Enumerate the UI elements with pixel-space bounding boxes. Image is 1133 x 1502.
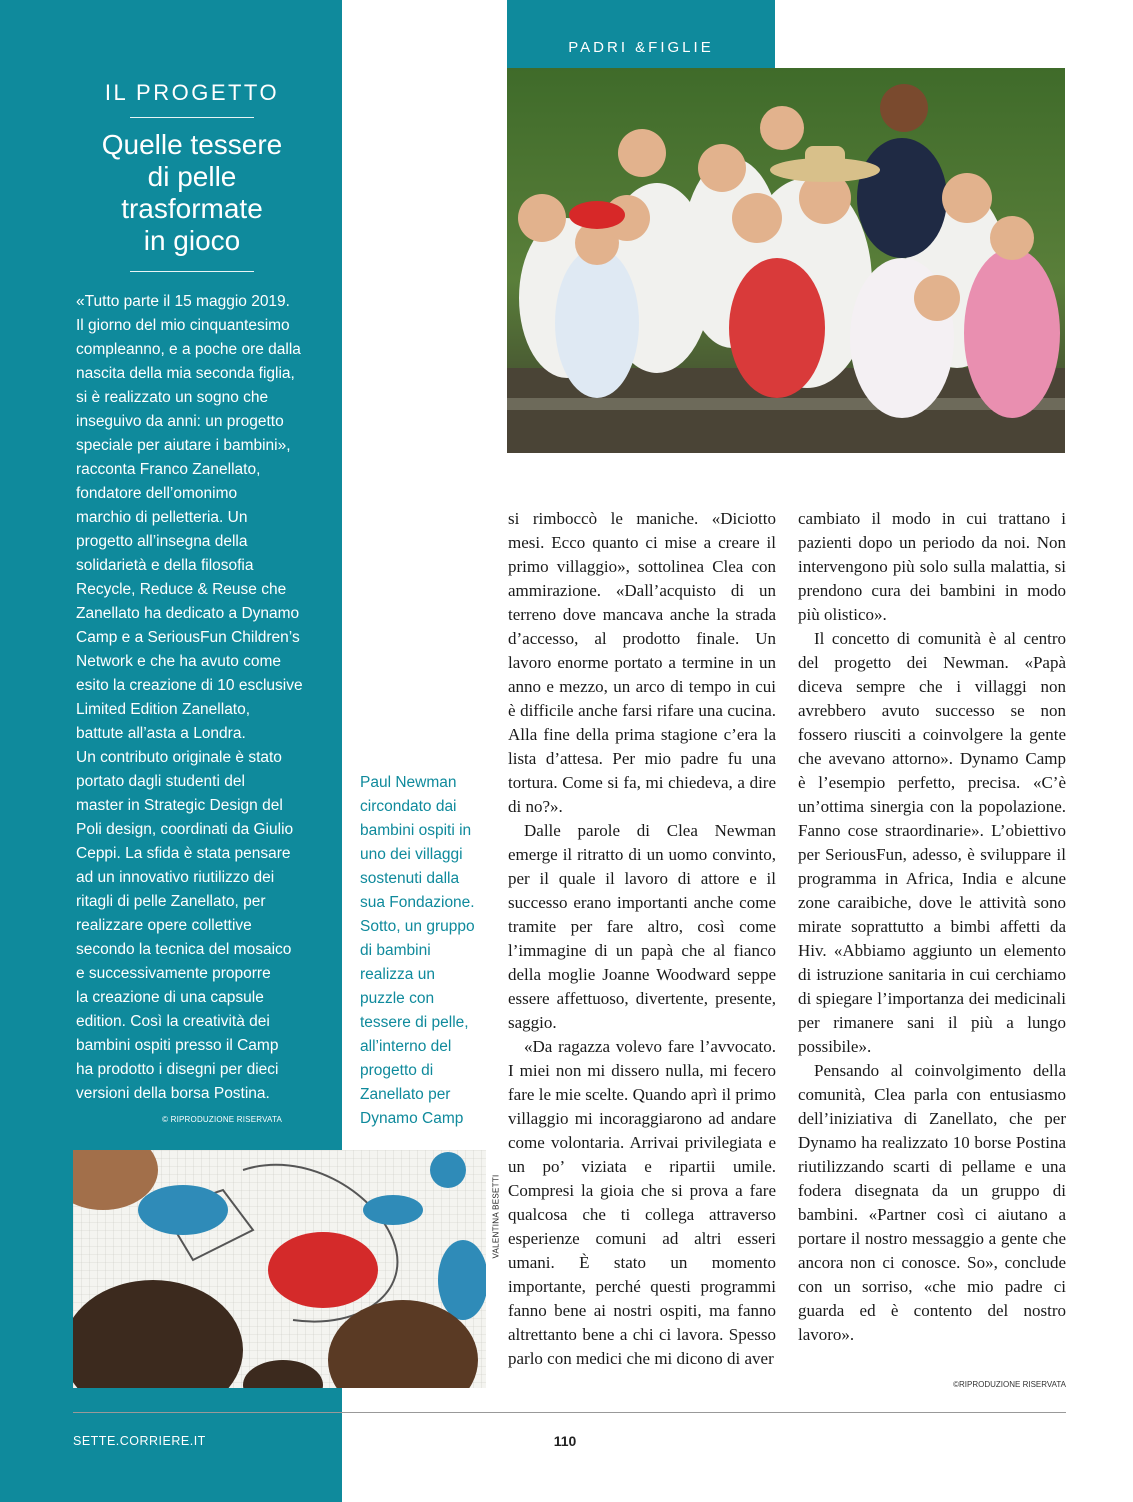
sidebar-kicker: IL PROGETTO	[104, 80, 280, 105]
caption-line: di bambini	[360, 942, 431, 959]
sidebar-body-line: realizzare opere collettive	[76, 917, 252, 934]
photo-children-mosaic	[73, 1150, 486, 1388]
sidebar-body-line: Recycle, Reduce & Reuse che	[76, 581, 287, 598]
caption-line: circondato dai	[360, 798, 457, 815]
article-paragraph: si rimboccò le maniche. «Diciotto mesi. Ecco quanto ci mise a creare il primo villaggio», sottolinea Clea con ammirazione. «Dall’acquisto di un terreno dove mancava anche la strada d’accesso, al prodotto finale. Un lavoro enorme portato a termine in un anno e mezzo, un arco di tempo in cui è difficile anche farsi rifare una cucina. Alla fine della prima stagione c’era la lista d’attesa. Per mio padre fu una tortura. Come si fa, mi chiedeva, a dire di no?».	[508, 509, 776, 816]
article-paragraph: cambiato il modo in cui trattano i pazienti dopo un periodo da noi. Non intervengono più solo sulla malattia, si prendono cura dei bambini in modo più olistico».	[798, 509, 1066, 624]
headline-rule	[130, 271, 254, 272]
sidebar-body-line: Poli design, coordinati da Giulio	[76, 821, 294, 838]
article-copyright: ©RIPRODUZIONE RISERVATA	[953, 1380, 1066, 1389]
sidebar-body-line: ritagli di pelle Zanellato, per	[76, 893, 266, 910]
caption-line: uno dei villaggi	[360, 846, 463, 863]
footer-site-link[interactable]: SETTE.CORRIERE.IT	[73, 1434, 206, 1448]
headline-line: di pelle	[147, 161, 237, 192]
caption-line: Sotto, un gruppo	[360, 918, 475, 935]
sidebar-body-line: compleanno, e a poche ore dalla	[76, 341, 301, 358]
sidebar-body-line: Limited Edition Zanellato,	[76, 701, 251, 718]
sidebar-body-line: Un contributo originale è stato	[76, 749, 282, 766]
kicker-rule	[130, 117, 254, 118]
sidebar-body	[76, 290, 312, 1106]
sidebar-body-line: «Tutto parte il 15 maggio 2019.	[76, 293, 290, 310]
caption-line: sua Fondazione.	[360, 894, 475, 911]
sidebar-body-line: solidarietà e della filosofia	[76, 557, 254, 574]
article-paragraph: Pensando al coinvolgimento della comunità, Clea parla con entusiasmo dell’iniziativa di Zanellato, che per Dynamo ha realizzato 10 borse Postina riutilizzando scarti di pellame e una fodera disegnata da un gruppo di bambini. «Partner così ci aiutano a portare il nostro messaggio a gente che ancora non ci conosce. So», conclude con un sorriso, «che mio padre ci guarda ed è contento del nostro lavoro».	[798, 1061, 1066, 1344]
sidebar-body-line: ha prodotto i disegni per dieci	[76, 1061, 279, 1078]
sidebar-body-line: Zanellato ha dedicato a Dynamo	[76, 605, 300, 622]
sidebar-body-line: si è realizzato un sogno che	[76, 389, 269, 406]
sidebar-body-line: esito la creazione di 10 esclusive	[76, 677, 303, 694]
sidebar-body-line: bambini ospiti presso il Camp	[76, 1037, 279, 1054]
caption-line: realizza un	[360, 966, 435, 983]
article-paragraph: Dalle parole di Clea Newman emerge il ritratto di un uomo convinto, per il quale il lavoro di attore e il successo erano importanti anche come tramite per fare altro, così come l’immagine di un papà che al fianco della moglie Joanne Woodward seppe essere affettuoso, divertente, presente, saggio.	[508, 821, 776, 1032]
caption-line: bambini ospiti in	[360, 822, 472, 839]
section-label: PADRI &FIGLIE	[568, 39, 714, 56]
photo-newman-children	[507, 68, 1065, 453]
sidebar-body-line: nascita della mia seconda figlia,	[76, 365, 295, 382]
sidebar-body-line: secondo la tecnica del mosaico	[76, 941, 292, 958]
footer-rule	[73, 1412, 1066, 1413]
sidebar-body-line: ad un innovativo riutilizzo dei	[76, 869, 275, 886]
sidebar-body-line: versioni della borsa Postina.	[76, 1085, 270, 1102]
sidebar-body-line: battute all’asta a Londra.	[76, 725, 246, 742]
sidebar-body-line: master in Strategic Design del	[76, 797, 283, 814]
caption-line: puzzle con	[360, 990, 435, 1007]
article-column-2	[798, 507, 1066, 1347]
sidebar-copyright: © RIPRODUZIONE RISERVATA	[162, 1115, 282, 1124]
caption-line: progetto di	[360, 1062, 434, 1079]
sidebar-body-line: Camp e a SeriousFun Children’s	[76, 629, 300, 646]
sidebar-body-line: Ceppi. La sfida è stata pensare	[76, 845, 291, 862]
caption-line: Zanellato per	[360, 1086, 451, 1103]
sidebar-body-line: Network e che ha avuto come	[76, 653, 282, 670]
photo-caption	[360, 771, 492, 1131]
sidebar-body-line: fondatore dell’omonimo	[76, 485, 238, 502]
sidebar-body-line: speciale per aiutare i bambini»,	[76, 437, 291, 454]
headline-line: trasformate	[121, 193, 263, 224]
article-paragraph: Il concetto di comunità è al centro del progetto dei Newman. «Papà diceva sempre che i villaggi non avrebbero avuto successo se non fossero riusciti a coinvolgere la gente che avevano attorno». Dynamo Camp è l’esempio perfetto, precisa. «C’è un’ottima sinergia con la popolazione. Fanno cose straordinarie». L’obiettivo per SeriousFun, adesso, è sviluppare il programma in Africa, India e alcune zone caraibiche, dove le attività sono mirate soprattutto a bimbi affetti da Hiv. «Abbiamo aggiunto un elemento di istruzione sanitaria in cui cerchiamo di spiegare l’importanza dei medicinali per rimanere sani il più a lungo possibile».	[798, 629, 1066, 1056]
caption-line: tessere di pelle,	[360, 1014, 469, 1031]
sidebar-body-line: inseguivo da anni: un progetto	[76, 413, 284, 430]
article-paragraph: «Da ragazza volevo fare l’avvocato. I miei non mi dissero nulla, mi fecero fare le mie scelte. Quando aprì il primo villaggio mi incoraggiarono ad andare come volontaria. Arrivai privilegiata e un po’ viziata e ripartii umile. Compresi la gioia che si prova a fare qualcosa che ti collega attraverso esperienze comuni ad altri esseri umani. È stato un momento importante, perché questi programmi fanno bene ai nostri ospiti, ma fanno altrettanto bene a chi ci lavora. Spesso parlo con medici che mi dicono di aver	[508, 1037, 776, 1368]
headline-line: Quelle tessere	[101, 129, 283, 160]
photo-credit: VALENTINA BESETTI	[491, 1174, 501, 1259]
sidebar-body-line: Il giorno del mio cinquantesimo	[76, 317, 290, 334]
sidebar-body-line: la creazione di una capsule	[76, 989, 264, 1006]
caption-line: Paul Newman	[360, 774, 457, 791]
sidebar-body-line: marchio di pelletteria. Un	[76, 509, 248, 526]
caption-line: Dynamo Camp	[360, 1110, 464, 1127]
page-number: 110	[553, 1433, 577, 1449]
sidebar-body-line: racconta Franco Zanellato,	[76, 461, 261, 478]
sidebar-headline	[62, 129, 322, 257]
caption-line: all’interno del	[360, 1038, 452, 1055]
sidebar-body-line: portato dagli studenti del	[76, 773, 245, 790]
sidebar-body-line: e successivamente proporre	[76, 965, 271, 982]
sidebar-body-line: progetto all’insegna della	[76, 533, 248, 550]
section-band	[507, 0, 775, 68]
article-column-1	[508, 507, 776, 1371]
caption-line: sostenuti dalla	[360, 870, 460, 887]
headline-line: in gioco	[143, 225, 241, 256]
sidebar-body-line: edition. Così la creatività dei	[76, 1013, 270, 1030]
